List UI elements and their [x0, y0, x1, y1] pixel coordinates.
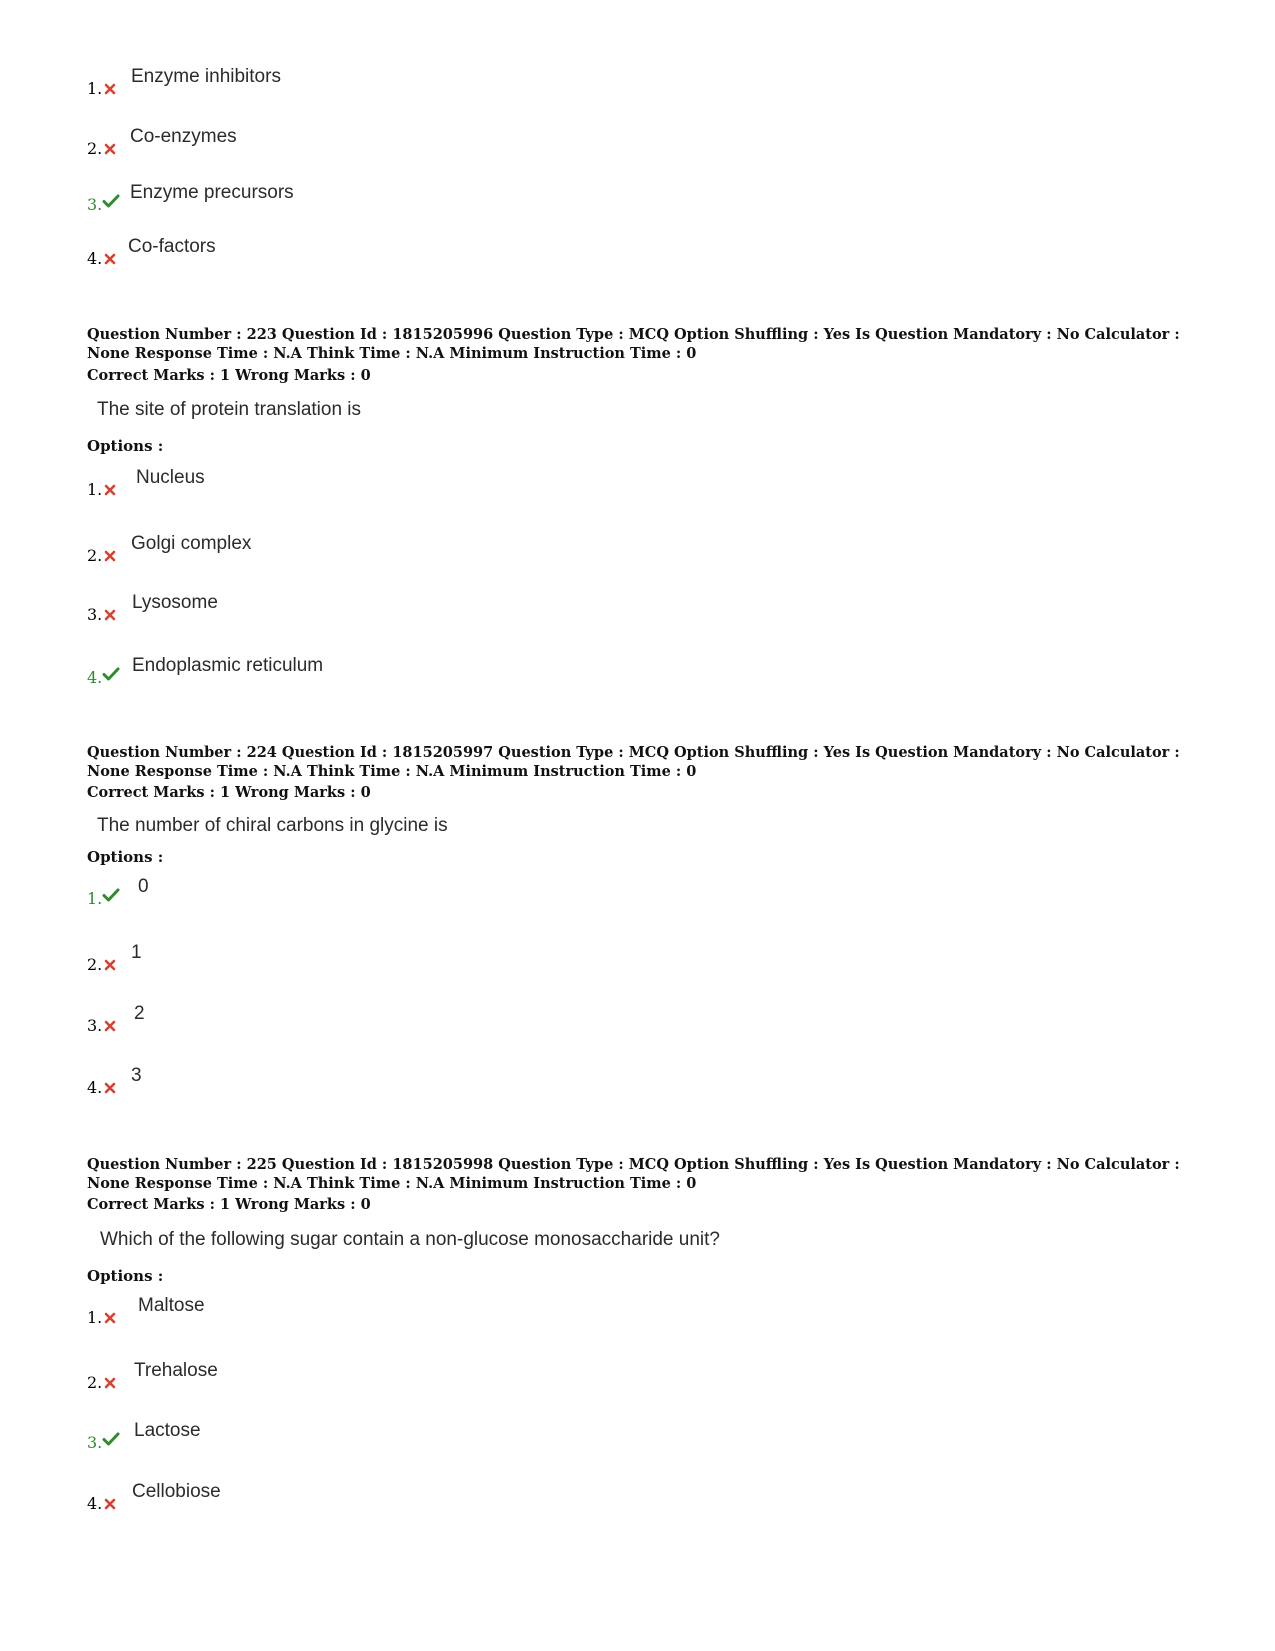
question-text: The site of protein translation is [97, 399, 362, 420]
cross-icon [104, 82, 116, 100]
option-row [87, 467, 1187, 507]
option-number: 2. [87, 955, 103, 974]
option-number: 4. [87, 249, 103, 268]
option-text: 2 [134, 1003, 145, 1024]
cross-icon [104, 483, 116, 501]
option-row [87, 533, 1187, 573]
option-row [87, 942, 1187, 982]
option-text: Enzyme precursors [130, 182, 294, 203]
option-row [87, 1360, 1187, 1400]
option-number: 2. [87, 1373, 103, 1392]
option-text: 3 [131, 1065, 142, 1086]
question-meta: Question Number : 224 Question Id : 1815205997 Question Type : MCQ Option Shuffling : Yes Is Question Mandatory : No Calculator : None Response Time : N.A Think Time : N.A Minimum Instruction Time : 0 [87, 744, 1180, 780]
cross-icon [104, 958, 116, 976]
check-icon [102, 888, 120, 907]
check-icon [102, 667, 120, 686]
option-row [87, 1003, 1187, 1043]
option-row [87, 66, 1187, 106]
option-text: Co-factors [128, 236, 216, 257]
option-row [87, 655, 1187, 695]
option-number: 1. [87, 480, 103, 499]
check-icon [102, 1432, 120, 1451]
option-number: 3. [87, 605, 103, 624]
option-number: 2. [87, 139, 103, 158]
option-text: Nucleus [136, 467, 205, 488]
question-text: The number of chiral carbons in glycine is [97, 815, 448, 836]
check-icon [102, 194, 120, 213]
cross-icon [104, 1497, 116, 1515]
option-text: Co-enzymes [130, 126, 237, 147]
option-row [87, 1420, 1187, 1460]
option-row [87, 1065, 1187, 1105]
cross-icon [104, 549, 116, 567]
option-text: 1 [131, 942, 142, 963]
option-row [87, 182, 1187, 222]
option-number: 4. [87, 668, 103, 687]
cross-icon [104, 252, 116, 270]
cross-icon [104, 142, 116, 160]
question-marks: Correct Marks : 1 Wrong Marks : 0 [87, 367, 371, 384]
cross-icon [104, 608, 116, 626]
option-text: Maltose [138, 1295, 205, 1316]
question-marks: Correct Marks : 1 Wrong Marks : 0 [87, 1196, 371, 1213]
option-row [87, 126, 1187, 166]
option-row [87, 876, 1187, 916]
options-label: Options : [87, 437, 164, 455]
option-number: 3. [87, 1433, 103, 1452]
option-number: 4. [87, 1078, 103, 1097]
question-meta: Question Number : 225 Question Id : 1815205998 Question Type : MCQ Option Shuffling : Yes Is Question Mandatory : No Calculator : None Response Time : N.A Think Time : N.A Minimum Instruction Time : 0 [87, 1156, 1180, 1192]
option-text: Golgi complex [131, 533, 252, 554]
option-text: Lysosome [132, 592, 218, 613]
options-label: Options : [87, 1267, 164, 1285]
options-label: Options : [87, 848, 164, 866]
option-text: 0 [138, 876, 149, 897]
option-number: 3. [87, 1016, 103, 1035]
option-number: 4. [87, 1494, 103, 1513]
option-text: Lactose [134, 1420, 201, 1441]
option-text: Cellobiose [132, 1481, 221, 1502]
option-text: Endoplasmic reticulum [132, 655, 324, 676]
option-row [87, 592, 1187, 632]
option-number: 1. [87, 79, 103, 98]
option-row [87, 1481, 1187, 1521]
cross-icon [104, 1081, 116, 1099]
option-number: 2. [87, 546, 103, 565]
option-number: 1. [87, 1308, 103, 1327]
option-number: 3. [87, 195, 103, 214]
option-number: 1. [87, 889, 103, 908]
option-text: Enzyme inhibitors [131, 66, 281, 87]
cross-icon [104, 1019, 116, 1037]
option-text: Trehalose [134, 1360, 218, 1381]
option-row [87, 1295, 1187, 1335]
question-text: Which of the following sugar contain a non-glucose monosaccharide unit? [100, 1229, 720, 1250]
question-meta: Question Number : 223 Question Id : 1815205996 Question Type : MCQ Option Shuffling : Yes Is Question Mandatory : No Calculator : None Response Time : N.A Think Time : N.A Minimum Instruction Time : 0 [87, 326, 1180, 362]
option-row [87, 236, 1187, 276]
cross-icon [104, 1376, 116, 1394]
question-marks: Correct Marks : 1 Wrong Marks : 0 [87, 784, 371, 801]
cross-icon [104, 1311, 116, 1329]
